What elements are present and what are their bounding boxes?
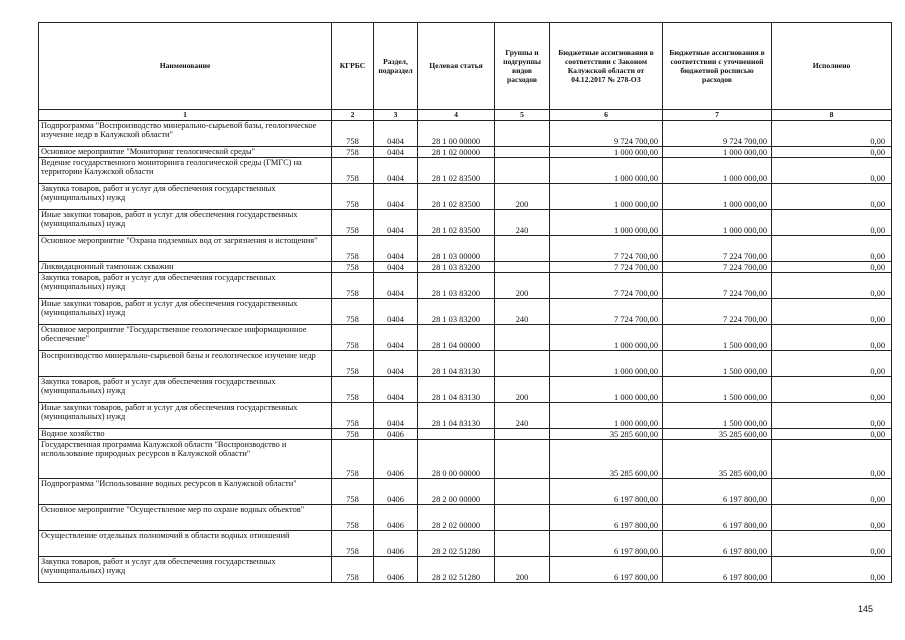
col-header-statya: Целевая статья	[418, 23, 495, 110]
target-article: 28 1 02 83500	[418, 210, 495, 236]
expense-type	[495, 262, 550, 273]
item-name: Воспроизводство минерально-сырьевой базы и геологическое изучение недр	[39, 351, 332, 377]
target-article: 28 2 00 00000	[418, 479, 495, 505]
executed-amount: 0,00	[772, 184, 892, 210]
section-code: 0406	[374, 505, 418, 531]
target-article: 28 1 04 83130	[418, 377, 495, 403]
item-name: Ликвидационный тампонаж скважин	[39, 262, 332, 273]
law-allocation: 6 197 800,00	[550, 505, 663, 531]
kgrbs-code: 758	[332, 479, 374, 505]
expense-type	[495, 429, 550, 440]
executed-amount: 0,00	[772, 557, 892, 583]
target-article: 28 1 02 83500	[418, 158, 495, 184]
target-article: 28 1 03 83200	[418, 262, 495, 273]
item-name: Основное мероприятие "Мониторинг геологической среды"	[39, 147, 332, 158]
expense-type	[495, 351, 550, 377]
section-code: 0404	[374, 351, 418, 377]
law-allocation: 1 000 000,00	[550, 351, 663, 377]
item-name: Иные закупки товаров, работ и услуг для обеспечения государственных (муниципальных) нужд	[39, 403, 332, 429]
section-code: 0406	[374, 557, 418, 583]
expense-type	[495, 325, 550, 351]
executed-amount: 0,00	[772, 147, 892, 158]
target-article: 28 2 02 51280	[418, 531, 495, 557]
kgrbs-code: 758	[332, 403, 374, 429]
target-article	[418, 429, 495, 440]
law-allocation: 35 285 600,00	[550, 429, 663, 440]
target-article: 28 1 02 83500	[418, 184, 495, 210]
col-number: 1	[39, 110, 332, 121]
target-article: 28 1 04 00000	[418, 325, 495, 351]
refined-allocation: 1 500 000,00	[663, 403, 772, 429]
law-allocation: 6 197 800,00	[550, 557, 663, 583]
executed-amount: 0,00	[772, 236, 892, 262]
expense-type	[495, 505, 550, 531]
section-code: 0404	[374, 210, 418, 236]
law-allocation: 7 724 700,00	[550, 299, 663, 325]
kgrbs-code: 758	[332, 147, 374, 158]
col-header-vid: Группы и подгруппы видов расходов	[495, 23, 550, 110]
refined-allocation: 7 224 700,00	[663, 299, 772, 325]
kgrbs-code: 758	[332, 440, 374, 479]
kgrbs-code: 758	[332, 531, 374, 557]
law-allocation: 35 285 600,00	[550, 440, 663, 479]
executed-amount: 0,00	[772, 273, 892, 299]
col-number: 6	[550, 110, 663, 121]
col-header-ispolneno: Исполнено	[772, 23, 892, 110]
expense-type	[495, 236, 550, 262]
item-name: Подпрограмма "Воспроизводство минерально-сырьевой базы, геологическое изучение недр в Калужской области"	[39, 121, 332, 147]
table-row	[39, 210, 892, 236]
section-code: 0404	[374, 377, 418, 403]
expense-type	[495, 440, 550, 479]
expense-type: 240	[495, 403, 550, 429]
target-article: 28 2 02 00000	[418, 505, 495, 531]
law-allocation: 7 724 700,00	[550, 273, 663, 299]
expense-type: 200	[495, 184, 550, 210]
kgrbs-code: 758	[332, 351, 374, 377]
table-row	[39, 299, 892, 325]
target-article: 28 1 03 83200	[418, 299, 495, 325]
section-code: 0404	[374, 184, 418, 210]
section-code: 0406	[374, 440, 418, 479]
table-row	[39, 262, 892, 273]
section-code: 0404	[374, 299, 418, 325]
table-row	[39, 557, 892, 583]
expense-type	[495, 479, 550, 505]
table-row	[39, 479, 892, 505]
law-allocation: 1 000 000,00	[550, 158, 663, 184]
item-name: Ведение государственного мониторинга геологической среды (ГМГС) на территории Калужской области	[39, 158, 332, 184]
section-code: 0406	[374, 479, 418, 505]
law-allocation: 7 724 700,00	[550, 262, 663, 273]
section-code: 0404	[374, 262, 418, 273]
target-article: 28 1 03 83200	[418, 273, 495, 299]
table-row	[39, 403, 892, 429]
executed-amount: 0,00	[772, 403, 892, 429]
kgrbs-code: 758	[332, 184, 374, 210]
table-row	[39, 273, 892, 299]
refined-allocation: 1 500 000,00	[663, 325, 772, 351]
item-name: Основное мероприятие "Государственное геологическое информационное обеспечение"	[39, 325, 332, 351]
table-row	[39, 325, 892, 351]
executed-amount: 0,00	[772, 505, 892, 531]
target-article: 28 0 00 00000	[418, 440, 495, 479]
refined-allocation: 1 000 000,00	[663, 147, 772, 158]
refined-allocation: 1 000 000,00	[663, 210, 772, 236]
kgrbs-code: 758	[332, 262, 374, 273]
law-allocation: 6 197 800,00	[550, 531, 663, 557]
section-code: 0406	[374, 429, 418, 440]
kgrbs-code: 758	[332, 429, 374, 440]
kgrbs-code: 758	[332, 557, 374, 583]
table-row	[39, 440, 892, 479]
table-row	[39, 121, 892, 147]
kgrbs-code: 758	[332, 121, 374, 147]
table-row	[39, 531, 892, 557]
expense-type	[495, 531, 550, 557]
kgrbs-code: 758	[332, 273, 374, 299]
law-allocation: 1 000 000,00	[550, 210, 663, 236]
section-code: 0406	[374, 531, 418, 557]
kgrbs-code: 758	[332, 377, 374, 403]
target-article: 28 1 02 00000	[418, 147, 495, 158]
item-name: Подпрограмма "Использование водных ресурсов в Калужской области"	[39, 479, 332, 505]
law-allocation: 9 724 700,00	[550, 121, 663, 147]
refined-allocation: 35 285 600,00	[663, 429, 772, 440]
section-code: 0404	[374, 273, 418, 299]
col-header-razdel: Раздел, подраздел	[374, 23, 418, 110]
expense-type: 200	[495, 273, 550, 299]
law-allocation: 1 000 000,00	[550, 403, 663, 429]
table-row	[39, 184, 892, 210]
section-code: 0404	[374, 158, 418, 184]
section-code: 0404	[374, 121, 418, 147]
item-name: Государственная программа Калужской области "Воспроизводство и использование природных ресурсов в Калужской области"	[39, 440, 332, 479]
col-number: 4	[418, 110, 495, 121]
section-code: 0404	[374, 236, 418, 262]
expense-type	[495, 147, 550, 158]
executed-amount: 0,00	[772, 479, 892, 505]
item-name: Иные закупки товаров, работ и услуг для обеспечения государственных (муниципальных) нужд	[39, 210, 332, 236]
header-row	[39, 23, 892, 110]
item-name: Иные закупки товаров, работ и услуг для обеспечения государственных (муниципальных) нужд	[39, 299, 332, 325]
column-number-row	[39, 110, 892, 121]
kgrbs-code: 758	[332, 236, 374, 262]
section-code: 0404	[374, 403, 418, 429]
target-article: 28 2 02 51280	[418, 557, 495, 583]
refined-allocation: 1 000 000,00	[663, 158, 772, 184]
table-row	[39, 429, 892, 440]
expense-type: 240	[495, 210, 550, 236]
item-name: Закупка товаров, работ и услуг для обеспечения государственных (муниципальных) нужд	[39, 377, 332, 403]
table-row	[39, 377, 892, 403]
item-name: Закупка товаров, работ и услуг для обеспечения государственных (муниципальных) нужд	[39, 557, 332, 583]
executed-amount: 0,00	[772, 210, 892, 236]
refined-allocation: 1 000 000,00	[663, 184, 772, 210]
executed-amount: 0,00	[772, 158, 892, 184]
budget-table	[38, 22, 892, 583]
law-allocation: 1 000 000,00	[550, 325, 663, 351]
refined-allocation: 7 224 700,00	[663, 262, 772, 273]
expense-type: 240	[495, 299, 550, 325]
kgrbs-code: 758	[332, 325, 374, 351]
refined-allocation: 6 197 800,00	[663, 557, 772, 583]
expense-type: 200	[495, 557, 550, 583]
target-article: 28 1 04 83130	[418, 351, 495, 377]
executed-amount: 0,00	[772, 429, 892, 440]
page-number: 145	[858, 604, 874, 614]
item-name: Водное хозяйство	[39, 429, 332, 440]
target-article: 28 1 00 00000	[418, 121, 495, 147]
col-number: 5	[495, 110, 550, 121]
executed-amount: 0,00	[772, 351, 892, 377]
col-header-rospis: Бюджетные ассигнования в соответствии с уточненной бюджетной росписью расходов	[663, 23, 772, 110]
item-name: Основное мероприятие "Осуществление мер по охране водных объектов"	[39, 505, 332, 531]
refined-allocation: 6 197 800,00	[663, 531, 772, 557]
col-header-name: Наименование	[39, 23, 332, 110]
refined-allocation: 6 197 800,00	[663, 505, 772, 531]
table-row	[39, 505, 892, 531]
refined-allocation: 6 197 800,00	[663, 479, 772, 505]
kgrbs-code: 758	[332, 210, 374, 236]
executed-amount: 0,00	[772, 121, 892, 147]
kgrbs-code: 758	[332, 158, 374, 184]
item-name: Основное мероприятие "Охрана подземных вод от загрязнения и истощения"	[39, 236, 332, 262]
col-header-kgrbs: КГРБС	[332, 23, 374, 110]
col-number: 8	[772, 110, 892, 121]
table-row	[39, 147, 892, 158]
target-article: 28 1 03 00000	[418, 236, 495, 262]
executed-amount: 0,00	[772, 262, 892, 273]
executed-amount: 0,00	[772, 377, 892, 403]
table-row	[39, 236, 892, 262]
table-row	[39, 158, 892, 184]
law-allocation: 7 724 700,00	[550, 236, 663, 262]
executed-amount: 0,00	[772, 299, 892, 325]
law-allocation: 1 000 000,00	[550, 184, 663, 210]
refined-allocation: 1 500 000,00	[663, 377, 772, 403]
item-name: Закупка товаров, работ и услуг для обеспечения государственных (муниципальных) нужд	[39, 273, 332, 299]
kgrbs-code: 758	[332, 299, 374, 325]
executed-amount: 0,00	[772, 440, 892, 479]
section-code: 0404	[374, 325, 418, 351]
refined-allocation: 7 224 700,00	[663, 236, 772, 262]
expense-type	[495, 121, 550, 147]
expense-type	[495, 158, 550, 184]
item-name: Закупка товаров, работ и услуг для обеспечения государственных (муниципальных) нужд	[39, 184, 332, 210]
table-row	[39, 351, 892, 377]
executed-amount: 0,00	[772, 325, 892, 351]
expense-type: 200	[495, 377, 550, 403]
refined-allocation: 35 285 600,00	[663, 440, 772, 479]
section-code: 0404	[374, 147, 418, 158]
col-number: 2	[332, 110, 374, 121]
item-name: Осуществление отдельных полномочий в области водных отношений	[39, 531, 332, 557]
col-number: 3	[374, 110, 418, 121]
target-article: 28 1 04 83130	[418, 403, 495, 429]
law-allocation: 1 000 000,00	[550, 147, 663, 158]
refined-allocation: 1 500 000,00	[663, 351, 772, 377]
refined-allocation: 9 724 700,00	[663, 121, 772, 147]
executed-amount: 0,00	[772, 531, 892, 557]
law-allocation: 1 000 000,00	[550, 377, 663, 403]
kgrbs-code: 758	[332, 505, 374, 531]
refined-allocation: 7 224 700,00	[663, 273, 772, 299]
col-header-zakon: Бюджетные ассигнования в соответствии с Законом Калужской области от 04.12.2017 № 278-ОЗ	[550, 23, 663, 110]
col-number: 7	[663, 110, 772, 121]
law-allocation: 6 197 800,00	[550, 479, 663, 505]
